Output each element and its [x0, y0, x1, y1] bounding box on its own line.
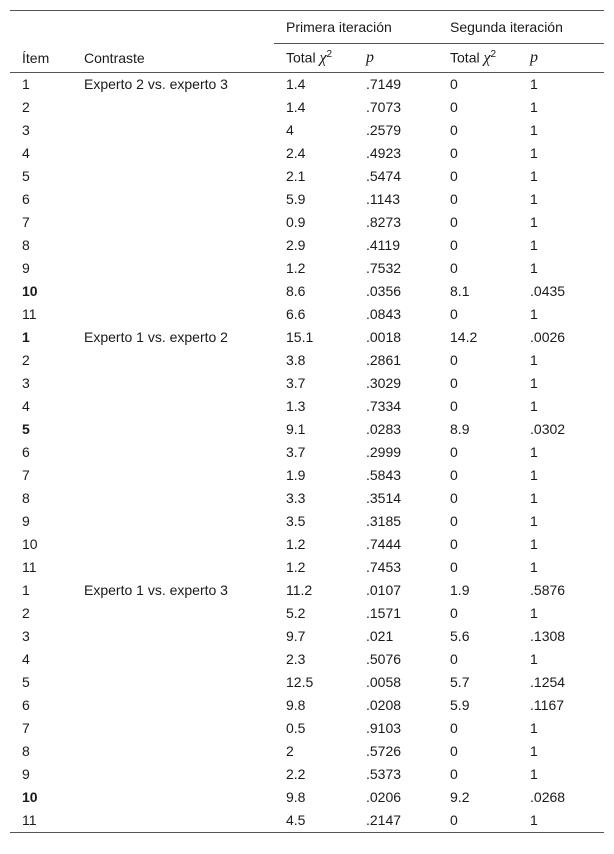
p2-cell: 1 — [530, 559, 538, 575]
item-cell: 7 — [22, 214, 30, 230]
contrast-cell — [72, 533, 274, 556]
item-cell: 8 — [22, 237, 30, 253]
table-row — [10, 464, 604, 487]
p1-cell: .7334 — [366, 398, 402, 414]
table-row — [10, 119, 604, 142]
table-row — [10, 487, 604, 510]
table-row — [10, 740, 604, 763]
table-row — [10, 671, 604, 694]
total-label: Total — [286, 49, 316, 66]
p2-cell: 1 — [530, 237, 538, 253]
table-row — [10, 326, 604, 349]
chi1-cell: 1.9 — [286, 467, 306, 483]
item-cell: 7 — [22, 720, 30, 736]
p2-cell: 1 — [530, 191, 538, 207]
contrast-cell — [72, 556, 274, 579]
p1-cell: .5373 — [366, 766, 402, 782]
table-row — [10, 188, 604, 211]
p2-cell: 1 — [530, 214, 538, 230]
item-cell: 2 — [22, 352, 30, 368]
item-cell: 7 — [22, 467, 30, 483]
chi1-cell: 1.2 — [286, 536, 306, 552]
p1-cell: .1571 — [366, 605, 402, 621]
contrast-cell — [72, 372, 274, 395]
item-cell: 11 — [22, 559, 37, 575]
chi1-cell: 2.2 — [286, 766, 306, 782]
chi2-cell: 8.1 — [450, 283, 470, 299]
chi2-cell: 0 — [450, 214, 458, 230]
item-cell: 10 — [22, 283, 38, 299]
chi1-cell: 11.2 — [286, 582, 313, 598]
chi1-cell: 12.5 — [286, 674, 314, 690]
p1-cell: .4119 — [366, 237, 400, 253]
contrast-cell: Experto 2 vs. experto 3 — [84, 76, 228, 92]
contrast-cell — [72, 211, 274, 234]
item-cell: 4 — [22, 651, 30, 667]
table-row — [10, 763, 604, 786]
chi1-cell: 4 — [286, 122, 294, 138]
chi2-cell: 1.9 — [450, 582, 470, 598]
chi2-cell: 9.2 — [450, 789, 470, 805]
table-row — [10, 234, 604, 257]
chi1-cell: 1.4 — [286, 99, 306, 115]
p1-cell: .7444 — [366, 536, 402, 552]
table-row — [10, 303, 604, 326]
contrast-cell — [72, 441, 274, 464]
item-cell: 5 — [22, 168, 30, 184]
p1-cell: .0058 — [366, 674, 402, 690]
p1-cell: .3514 — [366, 490, 402, 506]
p2-cell: .1254 — [530, 674, 566, 690]
chi2-cell: 0 — [450, 260, 458, 276]
header-group-row — [10, 11, 604, 44]
p2-cell: 1 — [530, 605, 538, 621]
item-cell: 9 — [22, 766, 30, 782]
table-row — [10, 142, 604, 165]
table-row — [10, 533, 604, 556]
p1-cell: .2999 — [366, 444, 402, 460]
contrast-cell — [72, 602, 274, 625]
chi2-cell: 0 — [450, 168, 458, 184]
p1-cell: .3029 — [366, 375, 402, 391]
p1-cell: .7149 — [366, 76, 402, 92]
contrast-cell — [72, 119, 274, 142]
contrast-cell — [72, 625, 274, 648]
table-row — [10, 257, 604, 280]
item-cell: 2 — [22, 605, 30, 621]
item-cell: 4 — [22, 398, 30, 414]
p1-cell: .7073 — [366, 99, 402, 115]
contrast-cell — [72, 257, 274, 280]
p2-cell: .5876 — [530, 582, 566, 598]
p2-cell: .0302 — [530, 421, 566, 437]
item-cell: 3 — [22, 122, 30, 138]
table-row — [10, 510, 604, 533]
p2-cell: 1 — [530, 490, 538, 506]
table-row — [10, 694, 604, 717]
chi1-cell: 3.5 — [286, 513, 306, 529]
p1-cell: .2579 — [366, 122, 402, 138]
item-cell: 11 — [22, 306, 37, 322]
p2-cell: .1167 — [530, 697, 565, 713]
chi-exponent: 2 — [326, 48, 333, 60]
item-cell: 1 — [22, 76, 30, 92]
contrast-cell — [72, 717, 274, 740]
contrast-cell — [72, 648, 274, 671]
chi1-cell: 1.2 — [286, 260, 306, 276]
item-cell: 9 — [22, 260, 30, 276]
contrast-cell — [72, 188, 274, 211]
table-row — [10, 73, 604, 97]
contrast-cell — [72, 165, 274, 188]
chi2-cell: 0 — [450, 375, 458, 391]
chi2-cell: 0 — [450, 444, 458, 460]
item-cell: 8 — [22, 490, 30, 506]
chi2-cell: 8.9 — [450, 421, 470, 437]
table-header — [10, 11, 604, 73]
table-row — [10, 349, 604, 372]
first-iteration-header: Primera iteración — [274, 11, 438, 44]
chi2-cell: 0 — [450, 743, 458, 759]
p1-cell: .0843 — [366, 306, 402, 322]
contrast-cell — [72, 234, 274, 257]
second-iteration-header: Segunda iteración — [438, 11, 604, 44]
chi2-cell: 5.6 — [450, 628, 470, 644]
chi2-cell: 0 — [450, 306, 458, 322]
contrast-cell — [72, 763, 274, 786]
chi2-cell: 0 — [450, 467, 458, 483]
item-cell: 6 — [22, 697, 30, 713]
p1-column-header — [354, 44, 438, 73]
contrast-cell — [72, 510, 274, 533]
table-row — [10, 395, 604, 418]
chi2-cell: 0 — [450, 766, 458, 782]
chi1-cell: 3.7 — [286, 444, 306, 460]
p1-cell: .4923 — [366, 145, 402, 161]
p2-cell: 1 — [530, 766, 538, 782]
table-row — [10, 165, 604, 188]
p2-cell: 1 — [530, 168, 538, 184]
chi2-cell: 0 — [450, 398, 458, 414]
item-cell: 2 — [22, 99, 30, 115]
table-row — [10, 372, 604, 395]
p2-cell: 1 — [530, 122, 538, 138]
contrast-column-header: Contraste — [72, 44, 274, 73]
p1-cell: .0208 — [366, 697, 402, 713]
item-cell: 1 — [22, 329, 30, 345]
item-cell: 4 — [22, 145, 30, 161]
item-column-header: Ítem — [10, 44, 72, 73]
p2-cell: .0435 — [530, 283, 566, 299]
contrast-cell — [72, 280, 274, 303]
item-cell: 6 — [22, 191, 30, 207]
contrast-cell: Experto 1 vs. experto 3 — [84, 582, 228, 598]
chi1-cell: 1.3 — [286, 398, 306, 414]
table-row — [10, 625, 604, 648]
p2-cell: 1 — [530, 306, 538, 322]
contrast-cell — [72, 142, 274, 165]
chi1-cell: 3.8 — [286, 352, 306, 368]
p1-cell: .5474 — [366, 168, 402, 184]
p2-cell: 1 — [530, 398, 538, 414]
table-row — [10, 418, 604, 441]
chi1-cell: 2.3 — [286, 651, 306, 667]
item-cell: 11 — [10, 809, 72, 833]
p1-cell: .0356 — [366, 283, 402, 299]
p-label: p — [366, 49, 374, 66]
chi1-cell: 0.5 — [286, 720, 306, 736]
chi2-cell: 5.7 — [450, 674, 470, 690]
p2-cell: 1 — [530, 720, 538, 736]
chi2-cell: 0 — [450, 605, 458, 621]
p2-cell: 1 — [530, 76, 538, 92]
p-label: p — [530, 49, 539, 66]
contrast-cell — [72, 694, 274, 717]
p2-cell: 1 — [518, 809, 604, 833]
table-row — [10, 579, 604, 602]
table-body — [10, 73, 604, 833]
contrast-cell — [72, 303, 274, 326]
p2-cell: 1 — [530, 444, 538, 460]
contrast-cell — [72, 395, 274, 418]
chi1-cell: 15.1 — [286, 329, 314, 345]
table-row — [10, 809, 604, 833]
p2-cell: 1 — [530, 352, 538, 368]
item-cell: 8 — [22, 743, 30, 759]
p2-cell: 1 — [530, 260, 538, 276]
p2-cell: .0026 — [530, 329, 566, 345]
p1-cell: .5843 — [366, 467, 402, 483]
chi2-cell: 0 — [450, 352, 458, 368]
table-row — [10, 602, 604, 625]
chi2-column-header — [438, 44, 518, 73]
chi2-cell: 0 — [450, 490, 458, 506]
table-row — [10, 786, 604, 809]
chi2-cell: 0 — [450, 237, 458, 253]
chi2-cell: 0 — [450, 536, 458, 552]
header-empty-cell — [72, 11, 274, 44]
chi2-cell: 14.2 — [450, 329, 478, 345]
chi1-cell: 2.4 — [286, 145, 306, 161]
p1-cell: .1143 — [366, 191, 400, 207]
chi1-cell: 9.7 — [286, 628, 306, 644]
chi1-cell: 0.9 — [286, 214, 306, 230]
p1-cell: .2861 — [366, 352, 402, 368]
contrast-cell — [72, 740, 274, 763]
chi-symbol: χ — [319, 49, 327, 67]
p2-cell: 1 — [530, 99, 538, 115]
table-row — [10, 717, 604, 740]
chi2-cell: 0 — [450, 720, 458, 736]
item-cell: 5 — [22, 674, 30, 690]
p1-cell: .7453 — [366, 559, 402, 575]
total-label: Total — [450, 49, 480, 66]
chi1-cell: 9.1 — [286, 421, 306, 437]
chi2-cell: 0 — [450, 513, 458, 529]
p1-cell: .0018 — [366, 329, 402, 345]
chi2-cell: 0 — [450, 99, 458, 115]
item-cell: 10 — [22, 536, 38, 552]
p1-cell: .7532 — [366, 260, 402, 276]
p2-cell: 1 — [530, 513, 538, 529]
chi1-cell: 1.4 — [286, 76, 306, 92]
p2-cell: 1 — [530, 536, 538, 552]
p1-cell: .2147 — [354, 809, 438, 833]
chi1-cell: 3.7 — [286, 375, 306, 391]
p2-cell: 1 — [530, 467, 538, 483]
header-column-row — [10, 44, 604, 73]
item-cell: 6 — [22, 444, 30, 460]
contrast-cell — [72, 786, 274, 809]
p2-cell: .0268 — [530, 789, 566, 805]
p1-cell: .021 — [366, 628, 394, 644]
p1-cell: .5076 — [366, 651, 402, 667]
p1-cell: .0283 — [366, 421, 402, 437]
p2-cell: 1 — [530, 651, 538, 667]
item-cell: 3 — [22, 628, 30, 644]
chi2-cell: 0 — [450, 651, 458, 667]
chi1-cell: 5.2 — [286, 605, 306, 621]
p1-cell: .3185 — [366, 513, 402, 529]
chi2-cell: 0 — [438, 809, 518, 833]
p2-cell: 1 — [530, 145, 538, 161]
p2-cell: 1 — [530, 375, 538, 391]
chi2-cell: 0 — [450, 191, 458, 207]
p2-column-header — [518, 44, 604, 73]
chi-exponent: 2 — [490, 48, 497, 60]
contrast-cell — [72, 487, 274, 510]
item-cell: 5 — [22, 421, 30, 437]
chi1-cell: 1.2 — [286, 559, 306, 575]
p1-cell: .0206 — [366, 789, 402, 805]
table-row — [10, 211, 604, 234]
p2-cell: 1 — [530, 743, 538, 759]
contrast-cell — [72, 671, 274, 694]
table-row — [10, 96, 604, 119]
contrast-cell — [72, 418, 274, 441]
chi1-cell: 6.6 — [286, 306, 306, 322]
header-empty-cell — [10, 11, 72, 44]
contrast-cell — [72, 464, 274, 487]
p1-cell: .0107 — [366, 582, 402, 598]
chi2-cell: 0 — [450, 559, 458, 575]
contrast-cell — [72, 96, 274, 119]
chi1-cell: 2 — [286, 743, 294, 759]
item-cell: 10 — [22, 789, 38, 805]
chi1-cell: 3.3 — [286, 490, 306, 506]
p1-cell: .9103 — [366, 720, 402, 736]
item-cell: 1 — [22, 582, 30, 598]
table-row — [10, 280, 604, 303]
results-table — [10, 10, 604, 833]
chi2-cell: 5.9 — [450, 697, 470, 713]
contrast-cell: Experto 1 vs. experto 2 — [84, 329, 228, 345]
item-cell: 9 — [22, 513, 30, 529]
chi1-cell: 4.5 — [274, 809, 354, 833]
chi2-cell: 0 — [450, 122, 458, 138]
chi2-cell: 0 — [450, 76, 458, 92]
table-row — [10, 441, 604, 464]
p1-cell: .5726 — [366, 743, 402, 759]
table-row — [10, 648, 604, 671]
chi1-cell: 9.8 — [286, 697, 306, 713]
chi1-cell: 5.9 — [286, 191, 306, 207]
chi-symbol: χ — [483, 49, 491, 67]
chi1-cell: 8.6 — [286, 283, 306, 299]
chi1-column-header — [274, 44, 354, 73]
chi1-cell: 9.8 — [286, 789, 306, 805]
contrast-cell — [72, 809, 274, 833]
table-row — [10, 556, 604, 579]
p2-cell: .1308 — [530, 628, 566, 644]
chi1-cell: 2.9 — [286, 237, 306, 253]
contrast-cell — [72, 349, 274, 372]
item-cell: 3 — [22, 375, 30, 391]
chi1-cell: 2.1 — [286, 168, 306, 184]
chi2-cell: 0 — [450, 145, 458, 161]
p1-cell: .8273 — [366, 214, 402, 230]
